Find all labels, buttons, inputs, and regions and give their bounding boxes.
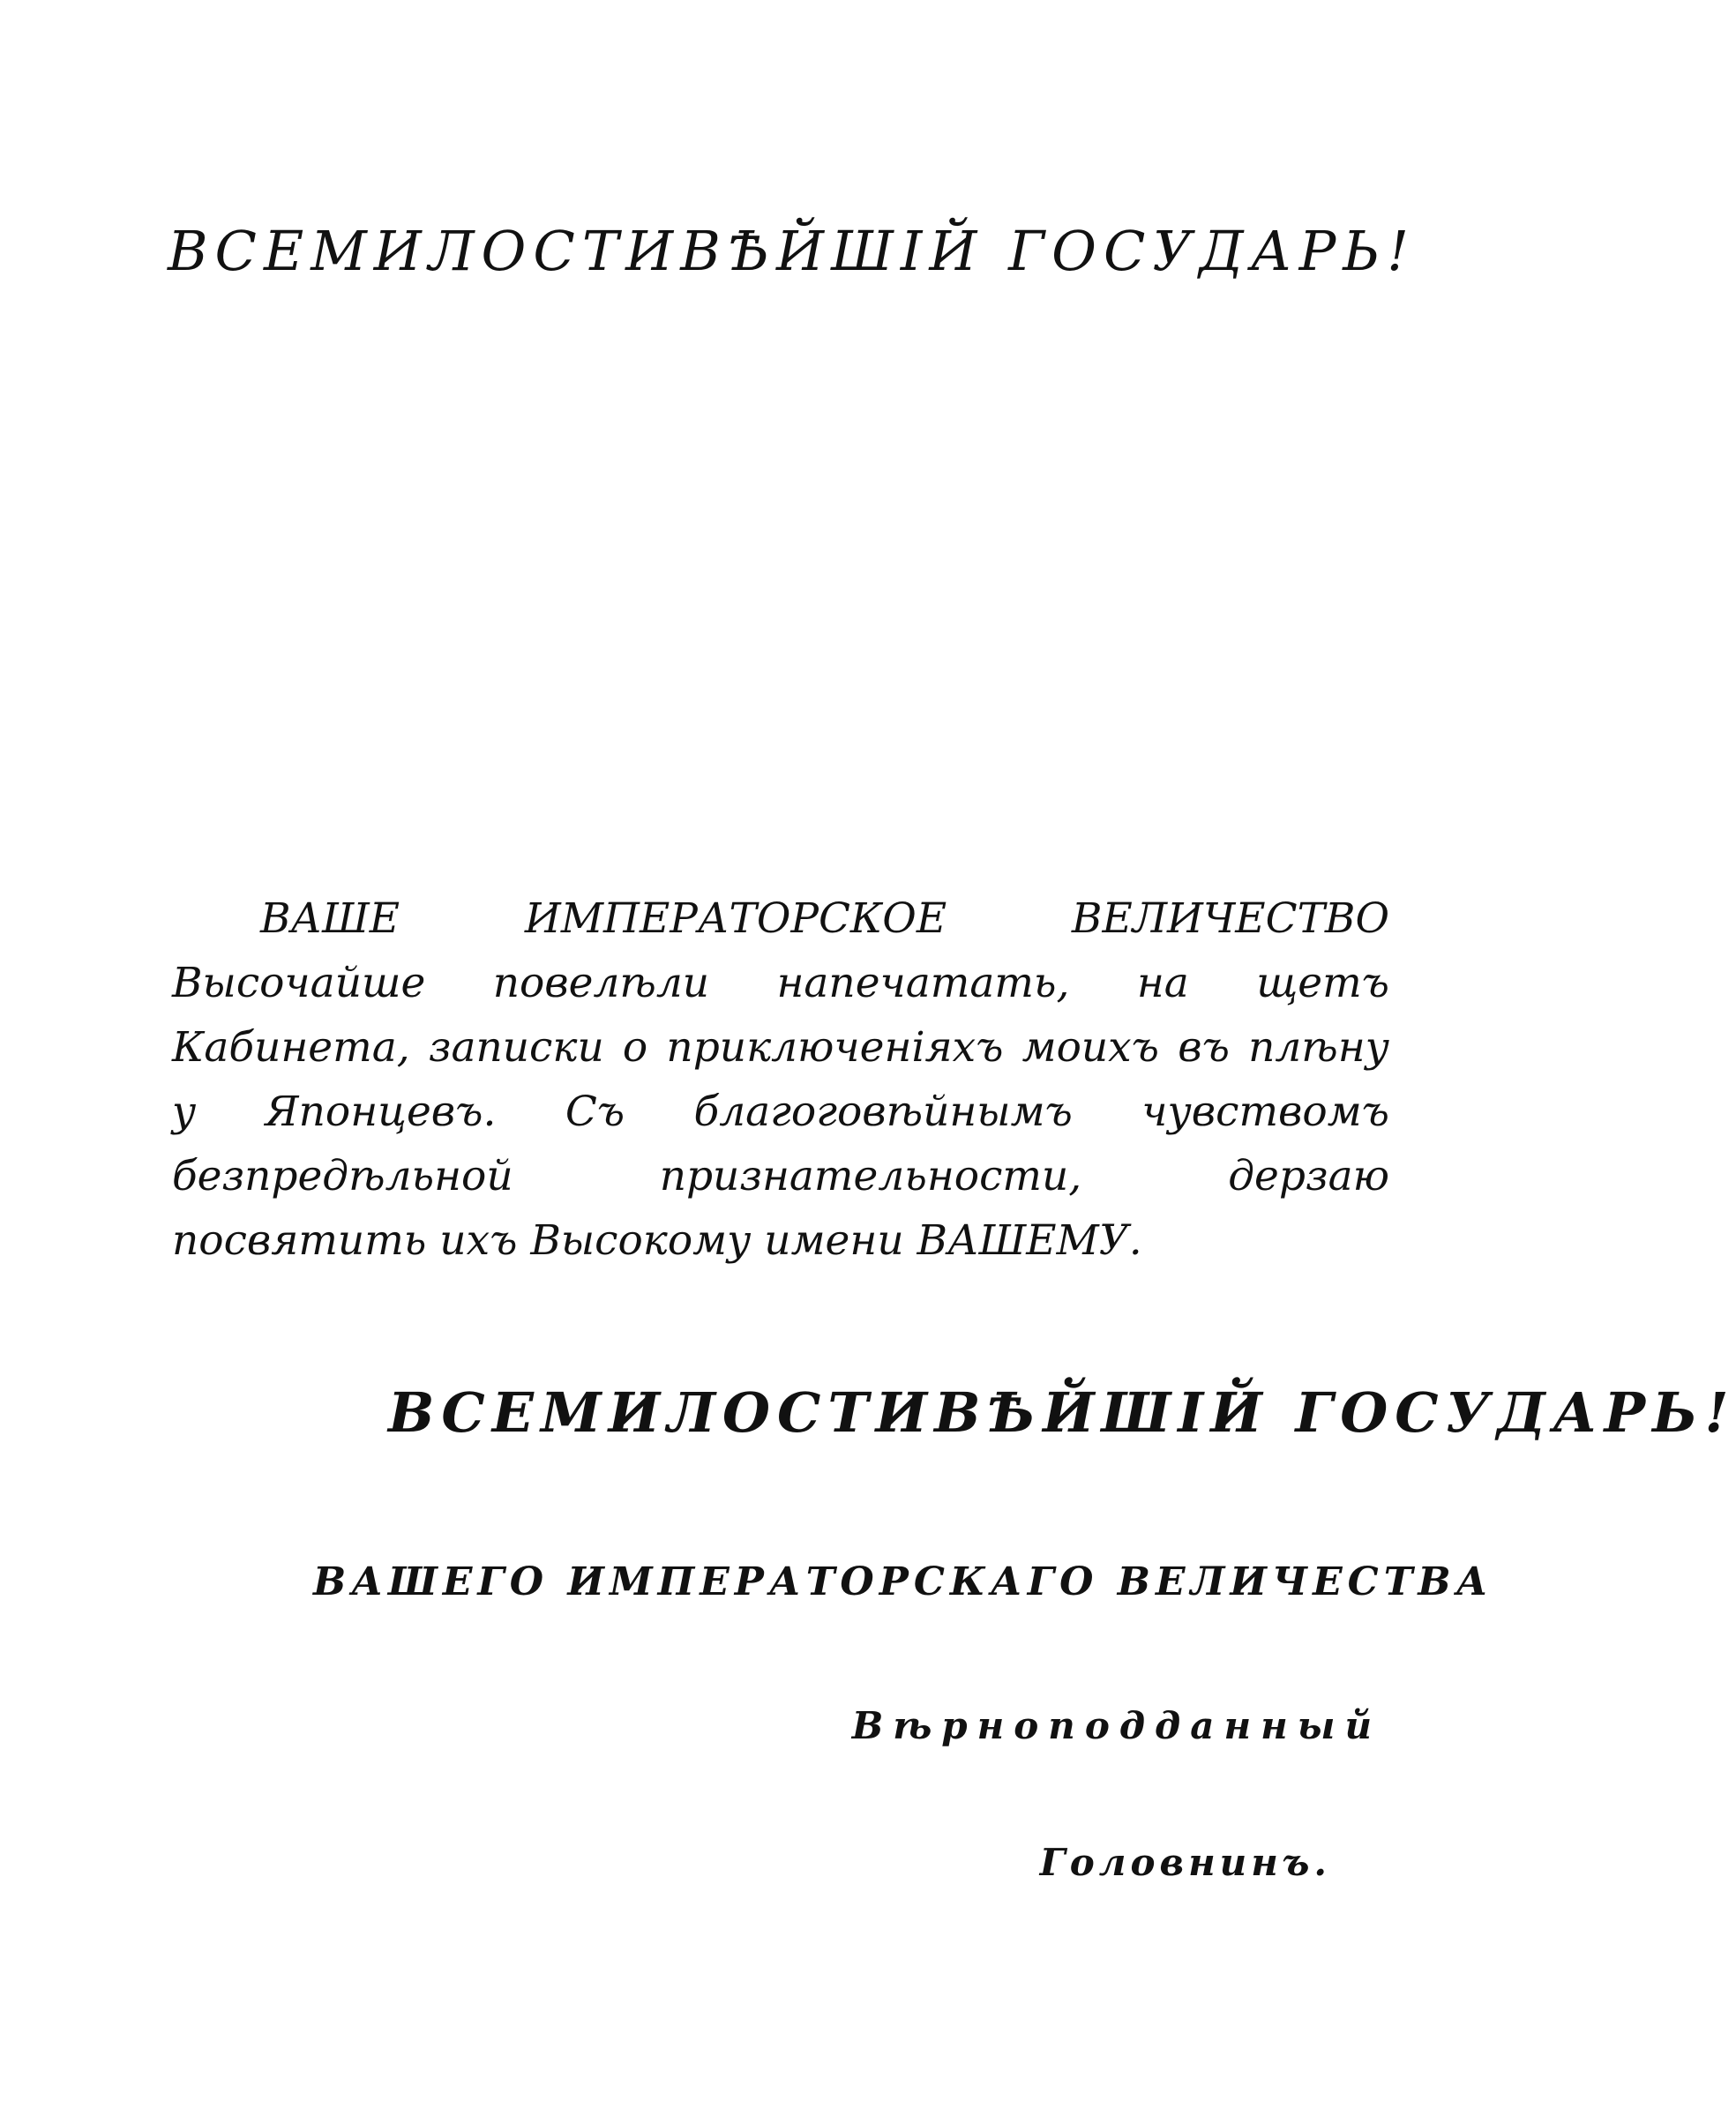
faithful-subject: Вѣрноподданный <box>851 1704 1381 1747</box>
author-signature: Головнинъ. <box>1039 1841 1331 1884</box>
dedication-paragraph <box>172 886 1389 1273</box>
closing-line: ВАШЕГО ИМПЕРАТОРСКАГО ВЕЛИЧЕСТВА <box>313 1559 1493 1604</box>
salutation-heading-top: ВСЕМИЛОСТИВѢЙШІЙ ГОСУДАРЬ! <box>168 219 1417 283</box>
dedication-text: ВАШЕ ИМПЕРАТОРСКОЕ ВЕЛИЧЕСТВО Высочайше повелѣли напечатать, на щетъ Кабинета, записки о приключеніяхъ моихъ въ плѣну у Японцевъ. Съ благоговѣйнымъ чувствомъ безпредѣльной признательности, дерзаю посвятить ихъ Высокому имени ВАШЕМУ. <box>172 894 1389 1265</box>
salutation-heading-middle: ВСЕМИЛОСТИВѢЙШІЙ ГОСУДАРЬ! <box>388 1380 1736 1445</box>
